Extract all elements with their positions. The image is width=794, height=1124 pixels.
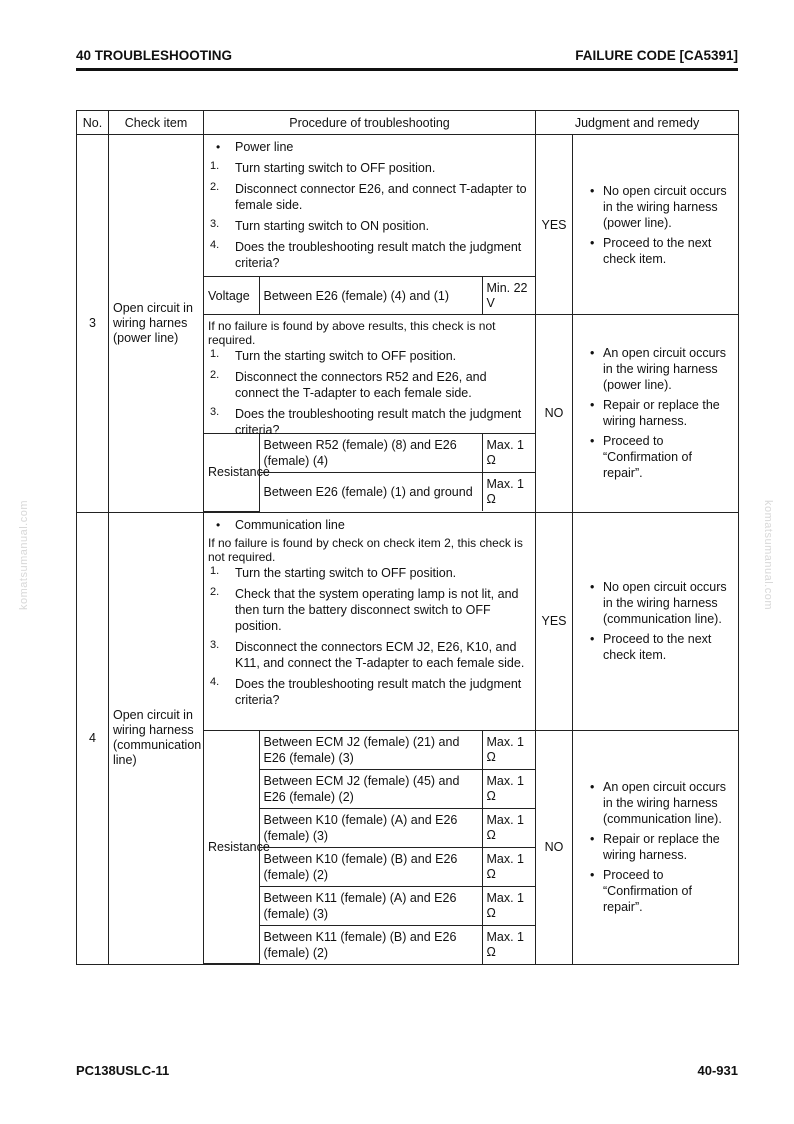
criteria-label: Voltage (204, 277, 259, 314)
criteria-value: Max. 1 Ω (482, 886, 535, 925)
criteria-value: Min. 22 V (482, 277, 535, 314)
failure-code-title: FAILURE CODE [CA5391] (575, 48, 738, 63)
remedy-list: • An open circuit occurs in the wiring harness (communication line). • Repair or replace the wiring harness. • Proceed to “Confirmation of repair”. (573, 730, 739, 965)
table-row-3-yes (77, 135, 739, 277)
criteria-desc: Between K11 (female) (A) and E26 (female) (3) (259, 886, 482, 925)
troubleshooting-table (76, 110, 739, 965)
criteria-value: Max. 1 Ω (482, 925, 535, 964)
header-procedure: Procedure of troubleshooting (204, 111, 536, 135)
check-item: Open circuit in wiring harness (communication line) (109, 512, 204, 965)
criteria-desc: Between R52 (female) (8) and E26 (female) (4) (259, 434, 482, 473)
procedure-steps: • Communication line If no failure is found by check on check item 2, this check is not required. 1. Turn the starting switch to OFF position. 2. Check that the system operating lamp is not lit, and then turn the battery disconnect switch to OFF position. 3. Disconnect the connectors ECM J2, E26, K10, and K11, and connect the T-adapter to each female side. 4. Does the troubleshooting result match the judgment criteria? (204, 512, 536, 730)
row-number: 4 (77, 512, 109, 965)
result-yes: YES (536, 512, 573, 730)
model-number: PC138USLC-11 (76, 1063, 170, 1078)
criteria-value: Max. 1 Ω (482, 731, 535, 770)
remedy-list: • No open circuit occurs in the wiring harness (power line). • Proceed to the next check item. (573, 135, 739, 315)
criteria-value: Max. 1 Ω (482, 473, 535, 512)
criteria-table (204, 730, 536, 965)
criteria-table (204, 277, 536, 315)
check-item: Open circuit in wiring harnes (power line) (109, 135, 204, 513)
criteria-value: Max. 1 Ω (482, 769, 535, 808)
page-number: 40-931 (697, 1063, 738, 1078)
remedy-list: • No open circuit occurs in the wiring harness (communication line). • Proceed to the next check item. (573, 512, 739, 730)
criteria-desc: Between K10 (female) (B) and E26 (female) (2) (259, 847, 482, 886)
header-check-item: Check item (109, 111, 204, 135)
header-no: No. (77, 111, 109, 135)
criteria-label: Resistance (204, 731, 259, 964)
criteria-value: Max. 1 Ω (482, 847, 535, 886)
criteria-desc: Between K10 (female) (A) and E26 (female) (3) (259, 808, 482, 847)
result-yes: YES (536, 135, 573, 315)
criteria-desc: Between E26 (female) (4) and (1) (259, 277, 482, 314)
table-row-4-yes (77, 512, 739, 730)
procedure-no-branch: If no failure is found by above results, this check is not required. 1. Turn the starting switch to OFF position. 2. Disconnect the connectors R52 and E26, and connect the T-adapter to each female side. 3. Does the troubleshooting result match the judgment criteria? Resistance Between R52 (female) (8) and E26 (female) (4) Max. 1 Ω Between E26 (female) (1) and ground Max. 1 Ω (204, 315, 536, 513)
watermark-right: komatsumanual.com (762, 500, 774, 610)
criteria-desc: Between ECM J2 (female) (21) and E26 (female) (3) (259, 731, 482, 770)
criteria-value: Max. 1 Ω (482, 434, 535, 473)
criteria-value: Max. 1 Ω (482, 808, 535, 847)
criteria-desc: Between ECM J2 (female) (45) and E26 (female) (2) (259, 769, 482, 808)
criteria-table (204, 433, 535, 512)
criteria-label: Resistance (204, 434, 259, 512)
result-no: NO (536, 315, 573, 513)
remedy-list: • An open circuit occurs in the wiring harness (power line). • Repair or replace the wiring harness. • Proceed to “Confirmation of repair”. (573, 315, 739, 513)
procedure-steps: • Power line 1. Turn starting switch to OFF position. 2. Disconnect connector E26, and connect T-adapter to female side. 3. Turn starting switch to ON position. 4. Does the troubleshooting result match the judgment criteria? (204, 135, 536, 277)
criteria-desc: Between K11 (female) (B) and E26 (female) (2) (259, 925, 482, 964)
section-title: 40 TROUBLESHOOTING (76, 48, 233, 63)
row-number: 3 (77, 135, 109, 513)
page-header (76, 46, 738, 71)
result-no: NO (536, 730, 573, 965)
watermark-left: komatsumanual.com (18, 500, 30, 610)
table-header-row (77, 111, 739, 135)
criteria-desc: Between E26 (female) (1) and ground (259, 473, 482, 512)
precondition-note: If no failure is found by above results, this check is not required. (208, 319, 496, 347)
precondition-note: If no failure is found by check on check item 2, this check is not required. (208, 535, 523, 564)
header-judgment: Judgment and remedy (536, 111, 739, 135)
